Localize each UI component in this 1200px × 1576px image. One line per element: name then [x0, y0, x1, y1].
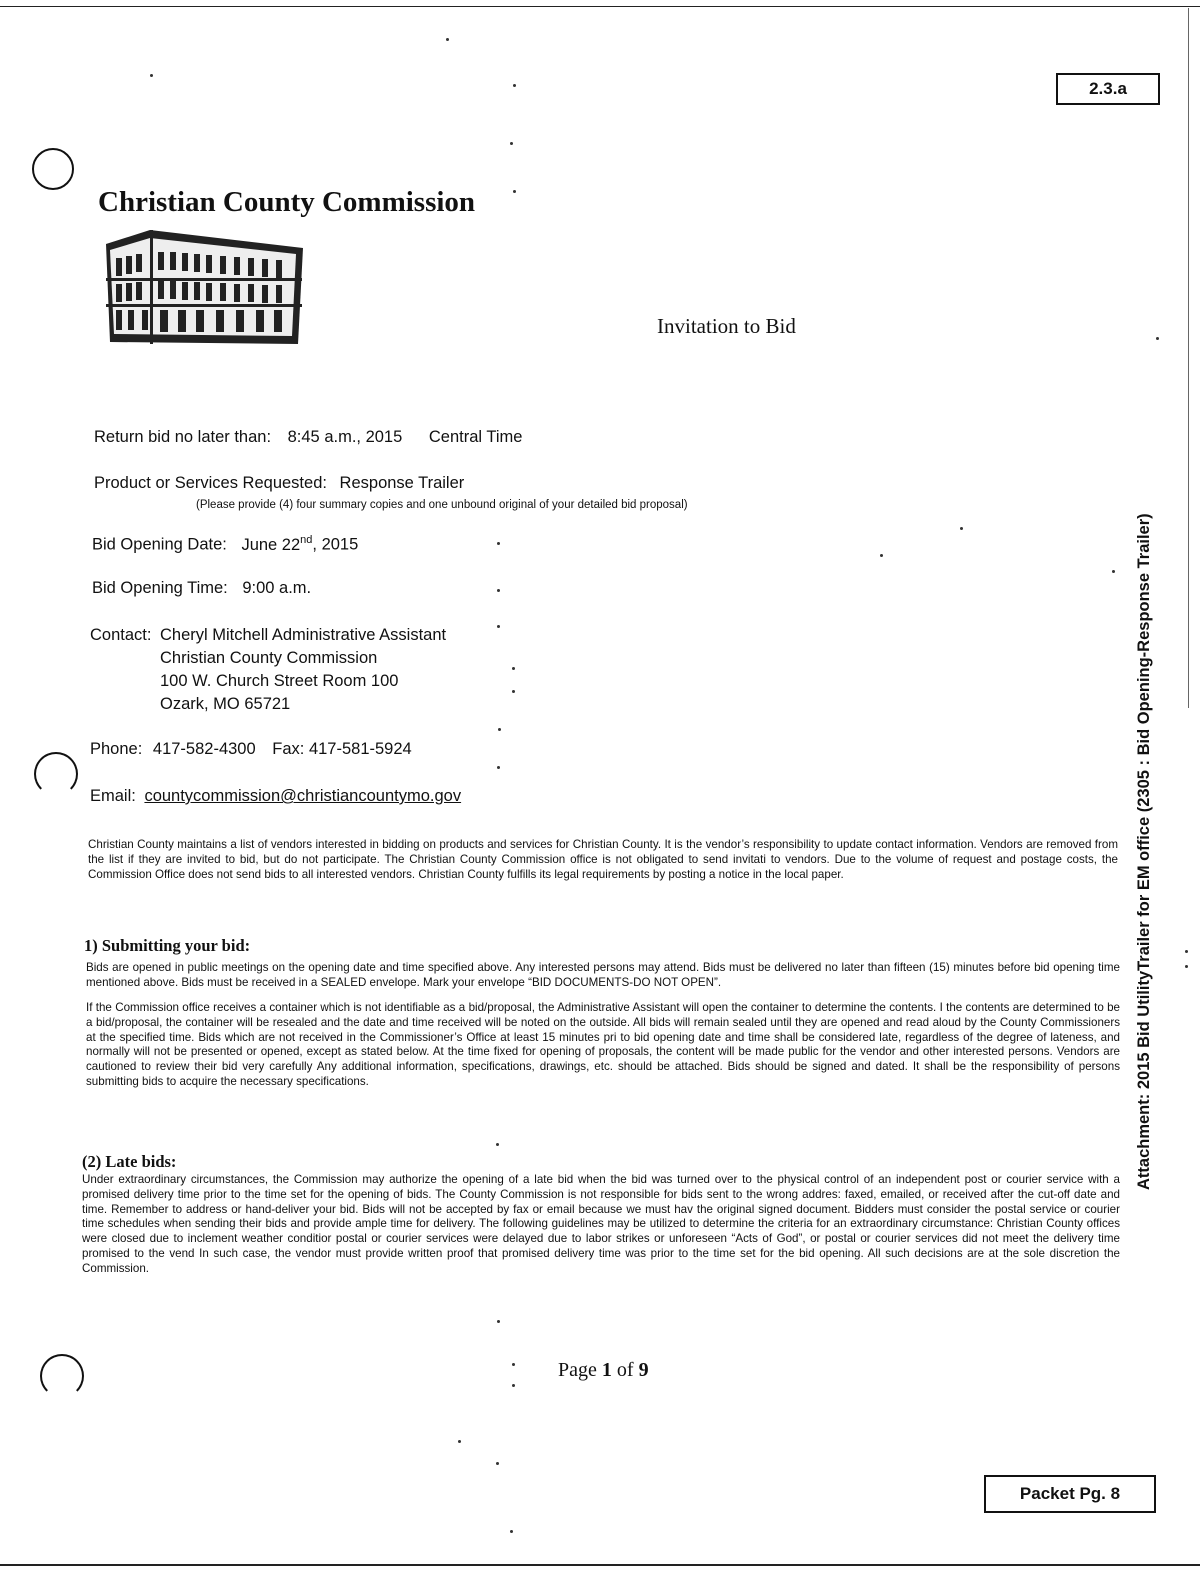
- page-of: of: [611, 1359, 639, 1381]
- scan-speck: [497, 766, 500, 769]
- scan-speck: [150, 74, 153, 77]
- binder-hole-top: [32, 148, 74, 190]
- scan-speck: [510, 142, 513, 145]
- contact-line-4: Ozark, MO 65721: [160, 695, 291, 713]
- return-bid-value: 8:45 a.m., 2015: [287, 428, 403, 446]
- packet-page-label: Packet Pg. 8: [1019, 1484, 1121, 1503]
- scan-speck: [512, 1384, 515, 1387]
- section-late-bids-heading: (2) Late bids:: [82, 1152, 177, 1171]
- opening-date-label: Bid Opening Date:: [92, 535, 227, 554]
- section-submitting-heading: 1) Submitting your bid:: [84, 936, 251, 955]
- phone-row: [90, 740, 412, 759]
- return-bid-timezone: Central Time: [428, 428, 523, 446]
- page-top-border: [0, 6, 1200, 7]
- section-late-bids-para: Under extraordinary circumstances, the Commission may authorize the opening of a late bid when the bid was turned over to the physical control of an independent post or courier service with a promised delivery time prior to the time set for the opening of bids. The County Commission is not responsible for bids sent to the wrong addres: faxed, emailed, or received after the cut-off date and time. Remember to address or hand-deliver your bid. Bids will not be accepted by fax or email because we must hav the original signed document. Bidders must consider the postal service or courier time schedules when sending their bids and provide ample time for delivery. The following guidelines may be utilized to determine the criteria for an extraordinary circumstance: Christian County offices were closed due to inclement weather conditior postal or courier services were delayed due to labor strikes or unforeseen “Acts of God”, or postal or courier services did not meet the delivery time promised to the vend In such case, the vendor must provide written proof that promised delivery time was prior to the time set for the bid opening. All such decisions are at the sole discretion the Commission.: [82, 1173, 1120, 1275]
- contact-line-2: Christian County Commission: [160, 649, 378, 667]
- scan-speck: [497, 625, 500, 628]
- phone-value: 417-582-4300: [152, 740, 256, 758]
- page-prefix: Page: [558, 1359, 602, 1381]
- opening-date-value: June 22: [241, 535, 301, 554]
- opening-time-label: Bid Opening Time:: [92, 579, 228, 597]
- scan-speck: [880, 554, 883, 557]
- page-bottom-border: [0, 1564, 1200, 1566]
- scan-speck: [513, 190, 516, 193]
- scan-speck: [497, 1320, 500, 1323]
- intro-paragraph: Christian County maintains a list of vendors interested in bidding on products and services for Christian County. It is the vendor’s responsibility to update contact information. Vendors are removed from the list if they are invited to bid, but do not participate. The Christian County Commission office is not obligated to send invitati to vendors. Due to the volume of request and postage costs, the Commission Office does not send bids to all interested vendors. Christian County fulfills its legal requirements by posting a notice in the local paper.: [88, 838, 1118, 881]
- scan-speck: [497, 589, 500, 592]
- email-link[interactable]: countycommission@christiancountymo.gov: [144, 787, 462, 805]
- attachment-side-label: Attachment: 2015 Bid UtilityTrailer for EM office (2305 : Bid Opening-Response Trailer): [1135, 513, 1153, 1190]
- phone-label: Phone:: [90, 740, 143, 758]
- section-submitting-para-1: Bids are opened in public meetings on the opening date and time specified above. Any interested persons may attend. Bids must be delivered no later than fifteen (15) minutes before bid opening time mentioned above. Bids must be received in a SEALED envelope. Mark your envelope “BID DOCUMENTS-DO NOT OPEN”.: [86, 961, 1120, 989]
- packet-page-box: [984, 1475, 1156, 1513]
- fax-label: Fax:: [272, 740, 305, 758]
- scan-speck: [1185, 965, 1188, 968]
- section-submitting-para-2: If the Commission office receives a container which is not identifiable as a bid/proposal, the Administrative Assistant will open the container to determine the contents. I the contents are determined to be a bid/proposal, the container will be resealed and the date and time received will be noted on the outside. All bids will remain sealed until they are opened and read aloud by the County Commissioners at the specified time. Bids which are not received in the Commissioner’s Office at least 15 minutes pri to bid opening date and time shall be considered late, regardless of the degree of lateness, and normally will not be presented or opened, except as stated below. At the time fixed for opening of proposals, the content will be made public for the vendor and other interested persons. Vendors are cautioned to review their bid very carefully Any additional information, specifications, drawings, etc. should be attached. Bids should be signed and dated. It shall be the responsibility of persons submitting bids to acquire the necessary specifications.: [86, 1001, 1120, 1088]
- page-current: 1: [601, 1359, 612, 1381]
- scan-speck: [510, 1530, 513, 1533]
- return-bid-row: [94, 428, 522, 447]
- page-right-border: [1188, 8, 1189, 708]
- product-value: Response Trailer: [339, 474, 465, 492]
- binder-hole-bottom: [40, 1354, 84, 1398]
- scan-speck: [513, 84, 516, 87]
- scan-speck: [512, 667, 515, 670]
- return-bid-label: Return bid no later than:: [94, 428, 272, 446]
- email-label: Email:: [90, 787, 136, 805]
- opening-date-year: , 2015: [312, 535, 359, 554]
- agenda-tag-box: [1056, 73, 1160, 105]
- opening-time-value: 9:00 a.m.: [242, 579, 312, 597]
- opening-date-row: [92, 534, 358, 555]
- contact-line-3: 100 W. Church Street Room 100: [160, 672, 399, 690]
- contact-label: Contact:: [90, 626, 152, 644]
- scan-speck: [498, 728, 501, 731]
- scan-speck: [1156, 337, 1159, 340]
- scan-speck: [512, 690, 515, 693]
- page-number: [558, 1359, 649, 1382]
- scan-speck: [960, 527, 963, 530]
- agenda-tag-label: 2.3.a: [1089, 79, 1127, 98]
- product-row: [94, 474, 464, 493]
- product-note: (Please provide (4) four summary copies and one unbound original of your detailed bid proposal): [196, 499, 688, 511]
- page-total: 9: [638, 1359, 649, 1381]
- product-label: Product or Services Requested:: [94, 474, 327, 492]
- scan-speck: [496, 1462, 499, 1465]
- document-title: Invitation to Bid: [657, 314, 796, 338]
- binder-hole-middle: [34, 752, 78, 796]
- scan-speck: [1185, 950, 1188, 953]
- scan-speck: [512, 1363, 515, 1366]
- scan-speck: [496, 1143, 499, 1146]
- email-row: [90, 787, 461, 806]
- scan-speck: [458, 1440, 461, 1443]
- scan-speck: [497, 542, 500, 545]
- opening-time-row: [92, 579, 311, 598]
- scan-speck: [446, 38, 449, 41]
- scan-speck: [1112, 570, 1115, 573]
- opening-date-suffix: nd: [300, 534, 313, 546]
- fax-value: 417-581-5924: [308, 740, 412, 758]
- courthouse-logo: [98, 222, 308, 354]
- org-title: Christian County Commission: [98, 186, 476, 218]
- contact-line-1: Cheryl Mitchell Administrative Assistant: [160, 626, 447, 644]
